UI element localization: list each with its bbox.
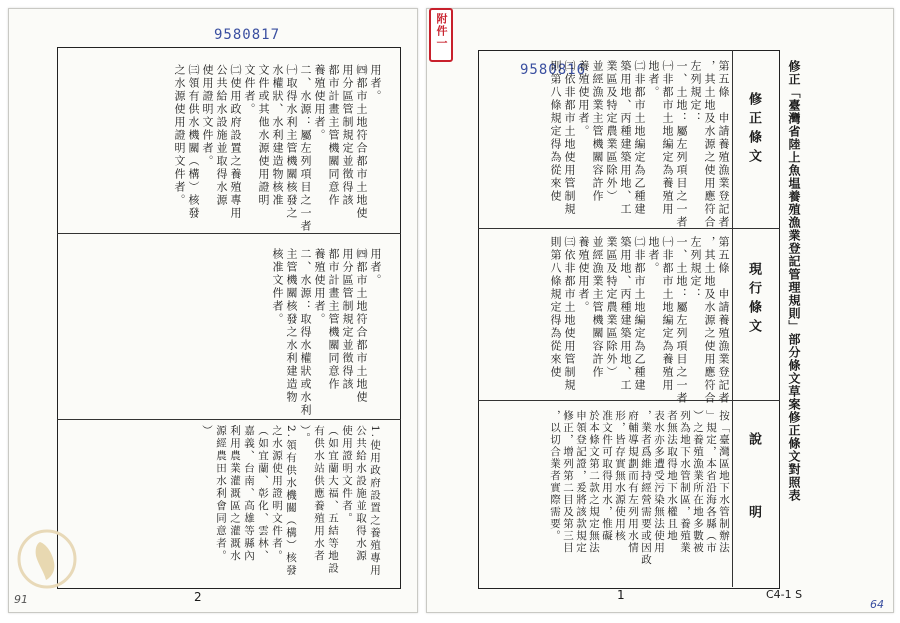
document-title: 修正「臺灣省陸上魚塭養殖漁業登記管理規則」部分條文草案修正條文對照表 [787,60,801,502]
left-row3-text: 1.使用政府設置之養殖專用 公共給水設施並取得水源 使用證明文件者。 （如宜蘭大福、五結等地設 有供水站供應養殖用水者 ）。 2.領有供水機關（構）核發 之水源使用證明文件者。 （如宜蘭、彰化、雲林、 嘉義、台南、高雄等縣內 利用農業灌溉區之灌溉水 源經農田水利會同意者。 ） [201,425,381,577]
header-explanation: 說明 [746,432,761,578]
right-row-divider-1 [478,228,780,229]
left-row-divider-1 [57,233,401,234]
amended-article-text: 第五條 申請養殖漁業登記者 ，其土地及水源之使用應符合 左列規定： 一、土地：屬左列項目之一者 ㈠非都市土地編定為養殖用 地者。 ㈡非都市土地編定為乙種建 築用地、丙種建築用地、工 業區及特定農業區除外） 並經漁業主管機關容許作 養殖使用者。 ㈢依非都市土地使用管制規 則第八條規定得為從來使 [549,60,730,229]
stamp-number-right: 9580816 [520,62,587,78]
left-page-number: 2 [194,590,202,604]
right-handwritten-note: 64 [870,598,884,611]
left-row-divider-2 [57,419,401,420]
document-code: C4-1 S [766,588,803,601]
left-row1-text: 用者。 ㈣都市土地符合都市土地使 用分區管制規定並徵得該 都市計畫主管機關同意作 養殖使用者。 二、水源：屬左列項目之一者 ㈠取得水利主管機關核發之 水權狀、水利建造物核准 文件或其他水源使用證明 文件者。 ㈡使用政府設置之養殖專用 公共給水設施並取得水源 使用證明文件者。 ㈢領有供水機關（構）核發 之水源使用證明文件者。 [173,64,382,233]
explanation-text: 按「臺灣區地下水管制辦法 」規定，本省沿海各縣（市 ）之養殖漁業所在地多數被 列為地下水管制區，養殖業 者無法取得地下水權且地 表水亦多遭受污染無法使用 ，業者爲維持經營需要或因政 府輔導規劃而有左列用水情 形，皆存實無水源使用核 准文件可取得用水，惟礙 於本條文第二款之規定無法 申領登記證，爰將該款規定 修正，增列第二目及第三目 ，以切合業者實際需要。 [549,410,730,566]
attachment-tag: 附件一 [429,8,453,62]
right-page-number: 1 [617,588,625,602]
current-article-text: 第五條 申請養殖漁業登記者 ，其土地及水源之使用應符合 左列規定： 一、土地：屬左列項目之一者 ㈠非都市土地編定為養殖用 地者。 ㈡非都市土地編定為乙種建 築用地、丙種建築用地、工 業區及特定農業區除外） 並經漁業主管機關容許作 養殖使用者。 ㈢依非都市土地使用管制規 則第八條規定得為從來使 [549,236,730,405]
header-column-divider [732,50,733,587]
left-row2-text: 用者。 ㈣都市土地符合都市土地使 用分區管制規定並徵得該 都市計畫主管機關同意作 養殖使用者。 二、水源：取得水權狀或水利 主管機關核發之水利建造物 核准文件者。 [271,248,382,417]
header-current: 現行條文 [746,262,761,338]
archive-logo [16,528,78,590]
left-handwritten-note: 91 [14,593,28,606]
stamp-number-left: 9580817 [214,27,281,43]
right-row-divider-2 [478,400,780,401]
header-amended: 修正條文 [746,92,761,168]
